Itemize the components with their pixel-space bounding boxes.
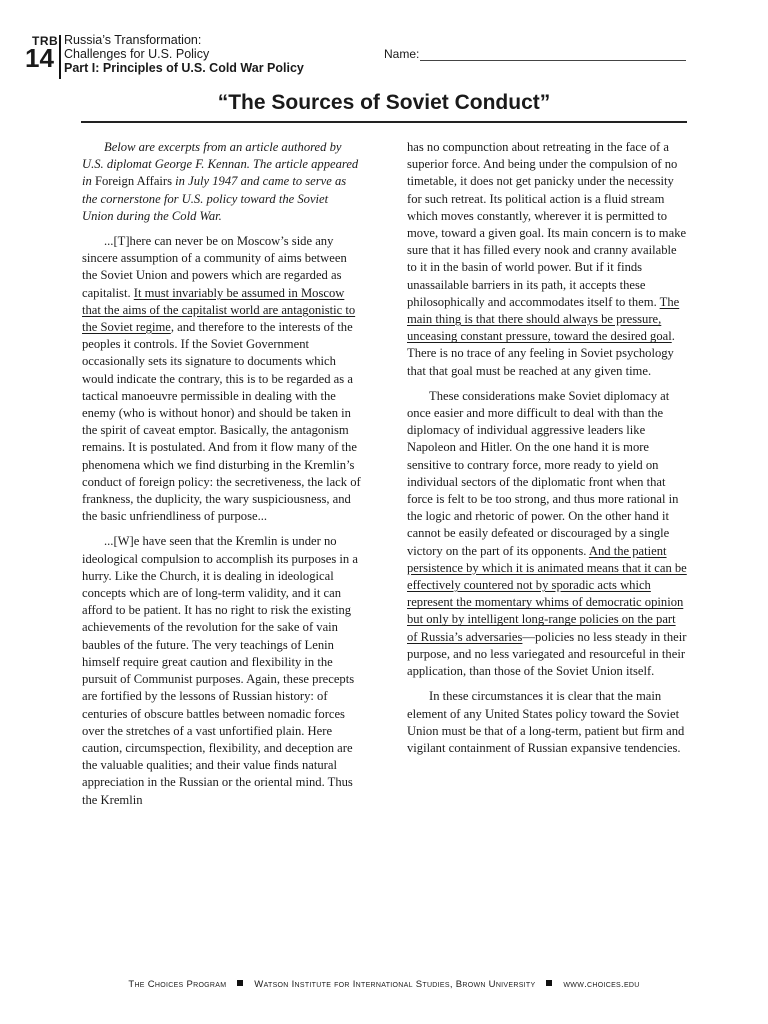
unit-part-title: Part I: Principles of U.S. Cold War Policy bbox=[64, 61, 304, 75]
footer-website[interactable]: www.choices.edu bbox=[563, 979, 640, 990]
excerpt-paragraph-1 bbox=[82, 233, 362, 525]
p3-text-a: These considerations make Soviet diplomacy at once easier and more difficult to deal with than the diplomacy of individual aggressive leaders like Napoleon and Hitler. On the one hand it is more sensitive to contrary force, more ready to yield on individual sectors of the diplomatic front when that force is felt to be too strong, and thus more rational in the logic and rhetoric of power. On the other hand it cannot be easily defeated or discouraged by a single victory on the part of its opponents. bbox=[407, 388, 679, 558]
unit-title-block bbox=[64, 33, 304, 75]
page-footer bbox=[0, 979, 768, 990]
excerpt-paragraph-4: In these circumstances it is clear that the main element of any United States policy toward the Soviet Union must be that of a long-term, patient but firm and vigilant containment of Russian expansive tendencies. bbox=[407, 689, 685, 755]
page-header bbox=[0, 0, 768, 90]
name-field-line[interactable] bbox=[420, 60, 686, 61]
p3-underlined-text: And the patient persistence by which it is animated means that it can be effectively countered not by sporadic acts which represent the momentary whims of democratic opinion but only by intelligent long-range policies on the part of Russia’s adversaries bbox=[407, 543, 687, 644]
excerpt-paragraph-3 bbox=[407, 388, 687, 680]
p2-cont-text-a: has no compunction about retreating in the face of a superior force. And being under the compulsion of no timetable, it does not get panicky under the necessity for such retreat. Its political action is a fluid stream which moves constantly, wherever it is permitted to move, toward a given goal. Its main concern is to make sure that it has filled every nook and cranny available to it in the basin of world power. But if it finds unassailable barriers in its path, it accepts these philosophically and accommodates itself to them. bbox=[407, 140, 687, 309]
excerpt-paragraph-2: ...[W]e have seen that the Kremlin is under no ideological compulsion to accomplish its purposes in a hurry. Like the Church, it is dealing in ideological concepts which are of long-term validity, and it can afford to be patient. It has no right to risk the existing achievements of the revolution for the sake of vain baubles of the future. The very teachings of Lenin himself require great caution and flexibility in the pursuit of Communist purposes. Again, these precepts are fortified by the lessons of Russian history: of centuries of obscure battles between nomadic forces over the stretches of a vast unfortified plain. Here caution, circumspection, flexibility, and deception are the valuable qualities; and their value finds natural appreciation in the Russian or the oriental mind. Thus the Kremlin bbox=[82, 534, 358, 807]
unit-title-line1: Russia’s Transformation: bbox=[64, 33, 202, 47]
footer-institute: Watson Institute for International Studies, Brown University bbox=[254, 979, 536, 990]
p1-underlined-text: It must invariably be assumed in Moscow that the aims of the capitalist world are antagonistic to the Soviet regime bbox=[82, 285, 356, 335]
p2-cont-text-b: . There is no trace of any feeling in Soviet psychology that that goal must be reached at any given time. bbox=[407, 329, 675, 378]
p1-text-a: ...[T]here can never be on Moscow’s side any sincere assumption of a community of aims between the Soviet Union and powers which are regarded as capitalist. bbox=[82, 234, 347, 300]
name-label: Name: bbox=[384, 47, 420, 61]
footer-program: The Choices Program bbox=[128, 979, 227, 990]
intro-paragraph bbox=[82, 139, 362, 225]
trb-label: TRB bbox=[32, 34, 59, 48]
p2-cont-underlined-text: The main thing is that there should always be pressure, unceasing constant pressure, toward the desired goal bbox=[407, 294, 680, 344]
p1-text-b: , and therefore to the interests of the peoples it controls. If the Soviet Government occasionally sets its signature to documents which would indicate the contrary, this is to be regarded as a tactical manoeuvre permissible in dealing with the enemy (who is without honor) and should be taken in the spirit of caveat emptor. Basically, the antagonism remains. It is postulated. And from it flow many of the phenomena which we find disturbing in the Kremlin’s conduct of foreign policy: the secretiveness, the lack of frankness, the duplicity, the wary suspiciousness, and the basic unfriendliness of purpose... bbox=[82, 320, 361, 524]
right-column bbox=[407, 139, 687, 757]
left-column bbox=[82, 139, 362, 809]
page-number: 14 bbox=[25, 43, 54, 73]
intro-journal-name: Foreign Affairs bbox=[94, 174, 173, 189]
document-title: “The Sources of Soviet Conduct” bbox=[217, 91, 551, 114]
p3-text-b: —policies no less steady in their purpose, and no less variegated and resourceful in their application, than those of the Soviet Union itself. bbox=[407, 629, 687, 679]
intro-text-a: Below are excerpts from an article authored by U.S. diplomat George F. Kennan. The article appeared in bbox=[82, 140, 359, 189]
footer-square-icon bbox=[237, 980, 243, 986]
intro-text-c: in July 1947 and came to serve as the cornerstone for U.S. policy toward the Soviet Union during the Cold War. bbox=[82, 174, 347, 223]
excerpt-paragraph-2-continued bbox=[407, 139, 687, 380]
title-divider bbox=[81, 121, 687, 123]
footer-square-icon bbox=[546, 980, 552, 986]
unit-title-line2: Challenges for U.S. Policy bbox=[64, 47, 210, 61]
header-divider bbox=[59, 35, 61, 79]
